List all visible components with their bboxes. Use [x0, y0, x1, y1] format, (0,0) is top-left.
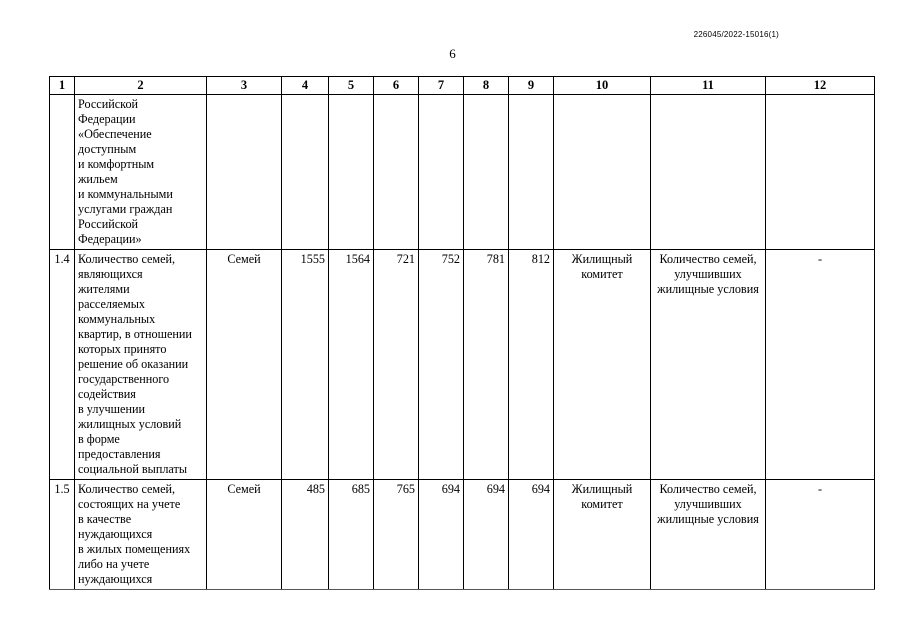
- note-cell: -: [766, 250, 875, 480]
- value-cell: 694: [509, 480, 554, 590]
- column-header: 3: [207, 77, 282, 95]
- note-cell: [766, 95, 875, 250]
- value-cell: [509, 95, 554, 250]
- column-number-row: [50, 77, 875, 95]
- executor-cell: Жилищный комитет: [554, 250, 651, 480]
- value-cell: [282, 95, 329, 250]
- value-cell: 781: [464, 250, 509, 480]
- value-cell: [419, 95, 464, 250]
- value-cell: 721: [374, 250, 419, 480]
- result-cell: Количество семей, улучшивших жилищные условия: [651, 250, 766, 480]
- value-cell: 694: [464, 480, 509, 590]
- column-header: 12: [766, 77, 875, 95]
- value-cell: 694: [419, 480, 464, 590]
- column-header: 2: [75, 77, 207, 95]
- value-cell: [464, 95, 509, 250]
- executor-cell: Жилищный комитет: [554, 480, 651, 590]
- table-row: [50, 480, 875, 590]
- unit-cell: Семей: [207, 480, 282, 590]
- column-header: 9: [509, 77, 554, 95]
- unit-cell: [207, 95, 282, 250]
- table-row: [50, 95, 875, 250]
- value-cell: 685: [329, 480, 374, 590]
- indicator-name: Количество семей, являющихся жителями расселяемых коммунальных квартир, в отношении которых принято решение об оказании государственного содействия в улучшении жилищных условий в форме предоставления социальной выплаты: [75, 250, 207, 480]
- indicator-name: Российской Федерации «Обеспечение доступным и комфортным жильем и коммунальными услугами граждан Российской Федерации»: [75, 95, 207, 250]
- value-cell: [374, 95, 419, 250]
- column-header: 1: [50, 77, 75, 95]
- column-header: 11: [651, 77, 766, 95]
- value-cell: 765: [374, 480, 419, 590]
- column-header: 7: [419, 77, 464, 95]
- page-number: 6: [449, 46, 456, 61]
- table-row: [50, 250, 875, 480]
- value-cell: 1555: [282, 250, 329, 480]
- value-cell: [329, 95, 374, 250]
- column-header: 6: [374, 77, 419, 95]
- row-number: [50, 95, 75, 250]
- value-cell: 752: [419, 250, 464, 480]
- column-header: 4: [282, 77, 329, 95]
- unit-cell: Семей: [207, 250, 282, 480]
- value-cell: 812: [509, 250, 554, 480]
- value-cell: 1564: [329, 250, 374, 480]
- indicator-name: Количество семей, состоящих на учете в качестве нуждающихся в жилых помещениях либо на учете нуждающихся: [75, 480, 207, 590]
- result-cell: [651, 95, 766, 250]
- column-header: 10: [554, 77, 651, 95]
- document-number: 226045/2022-15016(1): [693, 30, 779, 39]
- note-cell: -: [766, 480, 875, 590]
- value-cell: 485: [282, 480, 329, 590]
- row-number: 1.5: [50, 480, 75, 590]
- indicators-table: [49, 76, 875, 590]
- row-number: 1.4: [50, 250, 75, 480]
- column-header: 8: [464, 77, 509, 95]
- result-cell: Количество семей, улучшивших жилищные условия: [651, 480, 766, 590]
- column-header: 5: [329, 77, 374, 95]
- executor-cell: [554, 95, 651, 250]
